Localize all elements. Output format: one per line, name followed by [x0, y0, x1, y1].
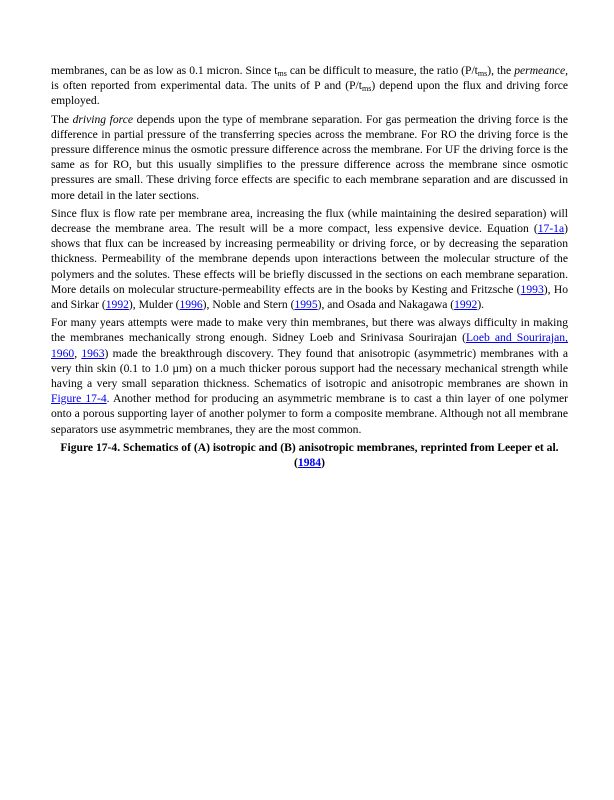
paragraph-flux [51, 206, 568, 312]
figure-caption [51, 440, 568, 470]
text-run: The [51, 112, 73, 126]
citation-link[interactable]: 1993 [520, 282, 544, 296]
text-run: ), the [487, 64, 515, 77]
text-run: , is often reported from experimental data. The units of P and (P/t [51, 64, 568, 93]
paragraph-permeance [51, 63, 568, 109]
text-run: , [74, 346, 82, 360]
subscript: ms [477, 69, 488, 78]
paragraph-anisotropic [51, 315, 568, 437]
subscript: ms [277, 69, 287, 78]
citation-link[interactable]: Loeb and Sourirajan, 1960 [51, 331, 568, 360]
text-run: ) made the breakthrough discovery. They found that anisotropic (asymmetric) membranes with a very thin skin (0.1 to 1.0 µm) on a much thicker porous support had the necessary mechanical strength while having a very small separation thickness. Schematics of isotropic and anisotropic membranes are shown in [51, 346, 569, 391]
citation-link[interactable]: 1995 [294, 298, 318, 312]
text-run: . Another method for producing an asymmetric membrane is to cast a thin layer of one polymer onto a porous supporting layer of another polymer to form a composite membrane. Although not all membrane separators use asymmetric membranes, they are the most common. [51, 392, 569, 436]
citation-link[interactable]: 1992 [105, 298, 129, 312]
citation-link[interactable]: 1992 [454, 298, 478, 312]
term-permeance: permeance [514, 64, 566, 77]
text-run: ), Noble and Stern ( [202, 298, 295, 312]
text-run: ). [477, 298, 485, 312]
text-run: ), and Osada and Nakagawa ( [317, 298, 455, 312]
citation-link[interactable]: 1963 [81, 346, 105, 360]
term-driving-force: driving force [72, 112, 134, 126]
subscript: ms [361, 84, 372, 94]
text-run: ) shows that flux can be increased by increasing permeability or driving force, or by decreasing the separation thickness. Permeability of the membrane depends upon interactions between the molecular structure of the polymers and the solutes. These effects will be briefly discussed in the sections on each membrane separation. More details on molecular structure-permeability effects are in the books by Kesting and Fritzsche ( [51, 222, 568, 296]
text-run: ), Mulder ( [128, 298, 180, 312]
text-run: depends upon the type of membrane separation. For gas permeation the driving force is the difference in partial pressure of the transferring species across the membrane. For RO the driving force is the pressure difference minus the osmotic pressure difference across the membrane. For UF the driving force is the same as for RO, but this usually simplifies to the pressure difference across the membrane since osmotic pressures are small. These driving force effects are specific to each membrane separation and are discussed in more detail in the later sections. [51, 112, 568, 202]
text-run: ) depend upon the flux and driving force employed. [51, 79, 568, 108]
caption-text: Figure 17-4. Schematics of (A) isotropic and (B) anisotropic membranes, reprinted from Leeper et al. ( [60, 440, 559, 470]
citation-link[interactable]: 1996 [179, 298, 203, 312]
text-run: For many years attempts were made to make very thin membranes, but there was always difficulty in making the membranes mechanically strong enough. Sidney Loeb and Srinivasa Sourirajan ( [51, 316, 568, 345]
text-run: ), Ho and Sirkar ( [51, 282, 569, 312]
caption-text: ) [321, 456, 325, 470]
equation-link[interactable]: 17-1a [537, 222, 565, 236]
text-run: Since flux is flow rate per membrane area, increasing the flux (while maintaining the desired separation) will decrease the membrane area. The result will be a more compact, less expensive device. Equation ( [51, 206, 568, 236]
text-run: membranes, can be as low as 0.1 micron. Since t [51, 64, 278, 77]
text-run: can be difficult to measure, the ratio (P/t [286, 64, 478, 77]
paragraph-driving-force [51, 112, 568, 203]
citation-link[interactable]: 1984 [297, 456, 322, 470]
figure-link[interactable]: Figure 17-4 [51, 392, 107, 406]
